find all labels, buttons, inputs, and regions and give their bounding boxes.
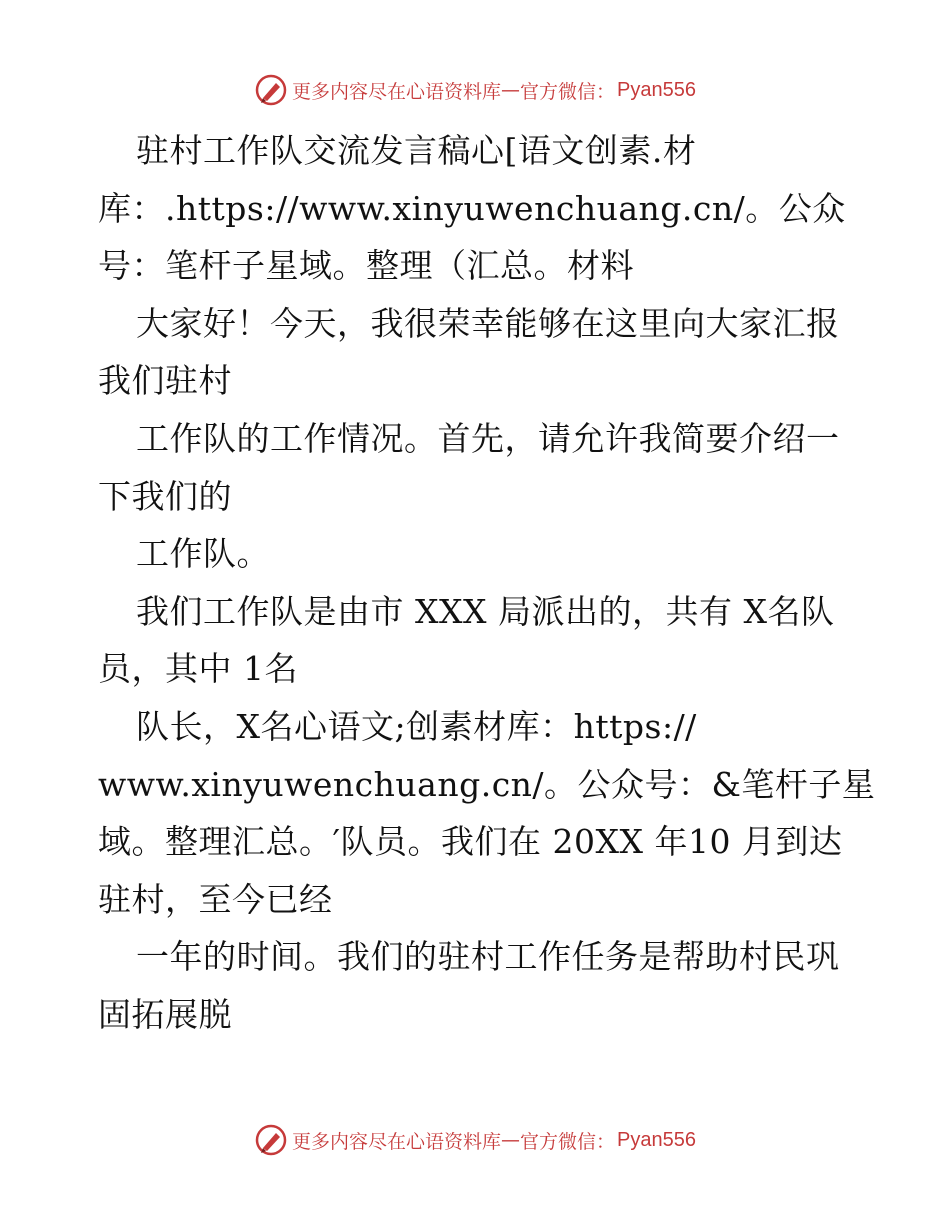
banner-wechat-label: 官方微信：: [520, 1130, 616, 1153]
document-body: [98, 122, 876, 1044]
banner-wechat-id: Pyan556: [617, 78, 696, 101]
banner-text: 更多内容尽在心语资料库: [292, 80, 502, 103]
text-line: 下我们的: [98, 476, 232, 516]
text-line: 我们驻村: [98, 361, 232, 401]
banner-text: 更多内容尽在心语资料库: [292, 1130, 502, 1153]
text-line: www.xinyuwenchuang.cn/。公众号：&笔杆子星: [98, 764, 876, 804]
pen-logo-icon: [254, 1123, 288, 1157]
text-line: 工作队。: [136, 534, 270, 574]
text-line: 员，其中 1名: [98, 649, 298, 689]
text-line: 大家好！今天，我很荣幸能够在这里向大家汇报: [136, 303, 840, 343]
text-line: 号：笔杆子星域。整理（汇总。材料: [98, 246, 634, 286]
text-line: 工作队的工作情况。首先，请允许我简要介绍一: [136, 418, 840, 458]
banner-dash: —: [501, 79, 521, 101]
text-line: 库：.https://www.xinyuwenchuang.cn/。公众: [98, 188, 846, 228]
text-line: 驻村，至今已经: [98, 879, 333, 919]
banner-wechat-id: Pyan556: [617, 1128, 696, 1151]
text-line: 固拓展脱: [98, 994, 232, 1034]
banner-dash: —: [501, 1129, 521, 1151]
text-line: 驻村工作队交流发言稿心[语文创素.材: [136, 131, 697, 170]
pen-logo-icon: [254, 73, 288, 107]
text-line: 我们工作队是由市 XXX 局派出的，共有 X名队: [136, 591, 835, 631]
footer-banner: [0, 1120, 950, 1160]
text-line: 一年的时间。我们的驻村工作任务是帮助村民巩: [136, 937, 840, 977]
header-banner: [0, 70, 950, 110]
text-line: 域。整理汇总。′队员。我们在 20XX 年10 月到达: [98, 822, 843, 862]
banner-wechat-label: 官方微信：: [520, 80, 616, 103]
text-line: 队长，X名心语文;创素材库：https://: [136, 706, 697, 746]
